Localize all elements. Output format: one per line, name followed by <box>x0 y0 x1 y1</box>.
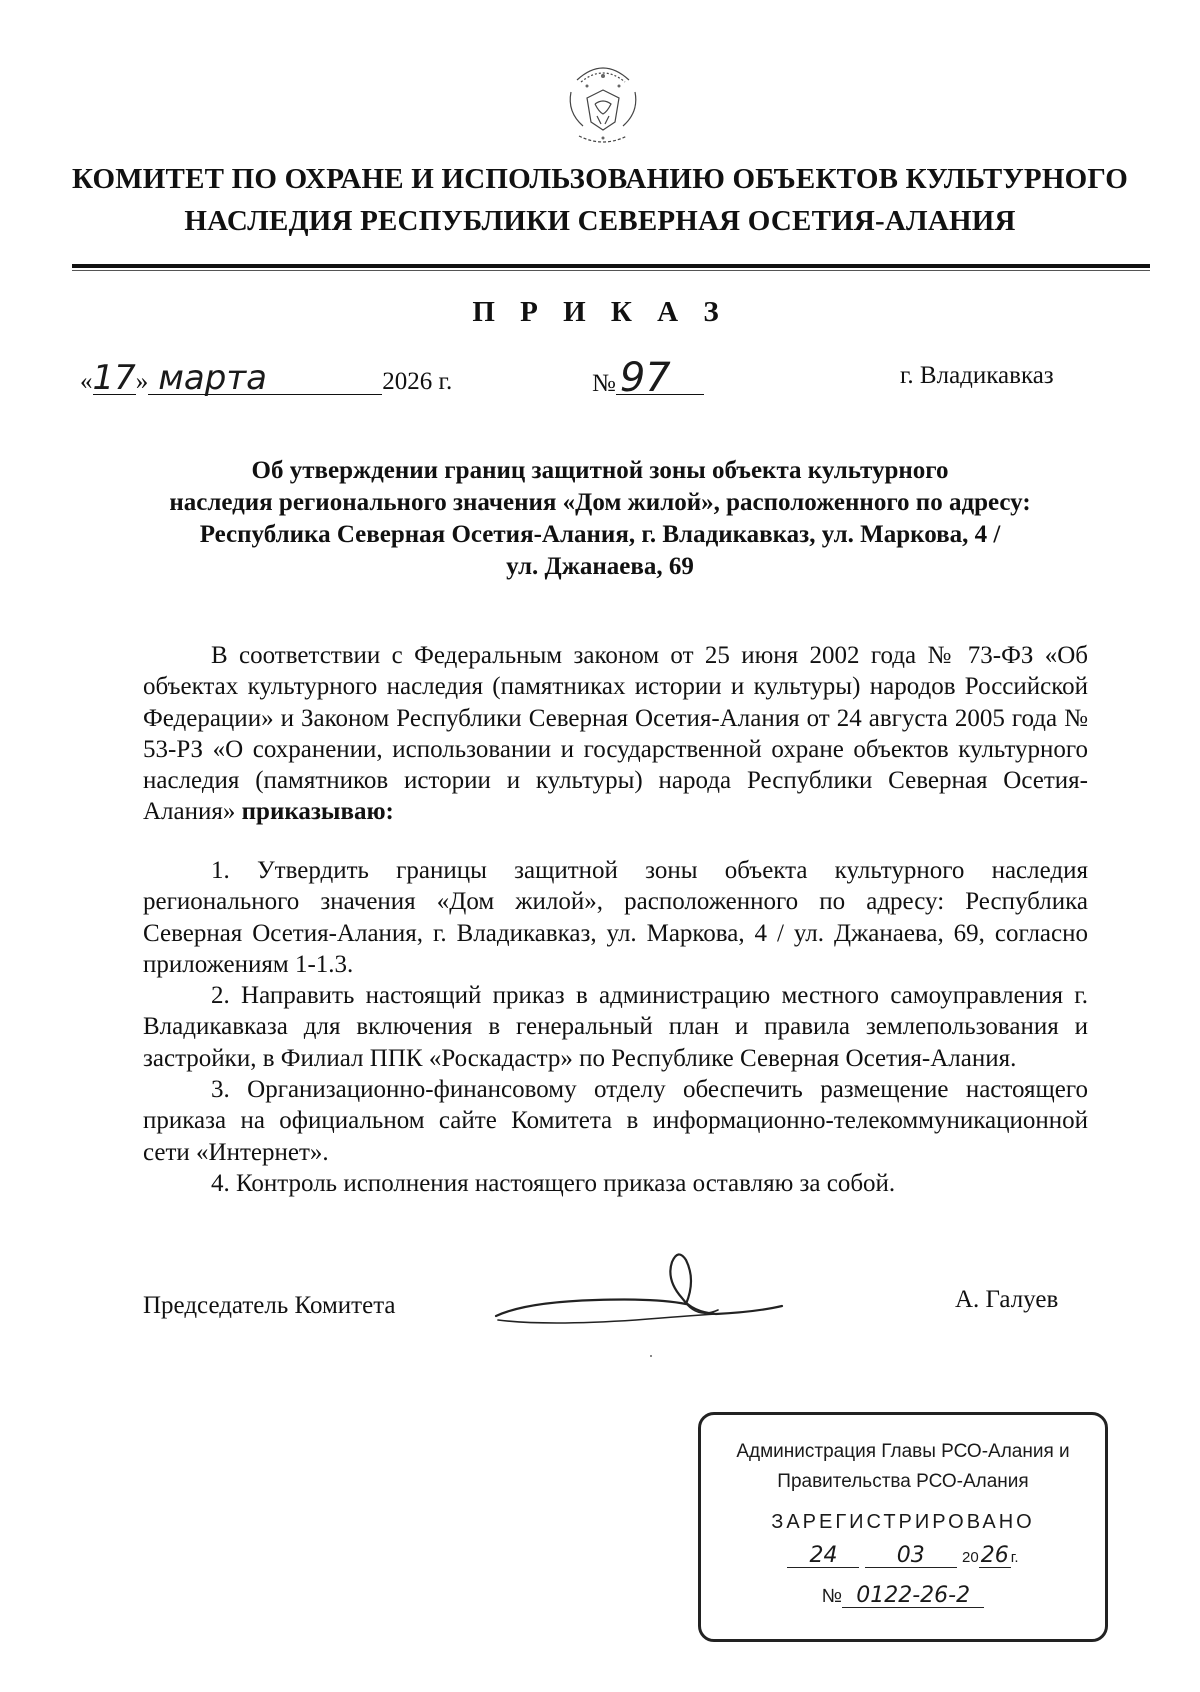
organization-name <box>60 158 1140 242</box>
stamp-date-month: 03 <box>865 1545 957 1568</box>
scan-speck <box>650 1355 652 1357</box>
title-line2: наследия регионального значения «Дом жилой», расположенного по адресу: <box>169 489 1031 516</box>
date-month: марта <box>148 362 382 395</box>
document-number <box>592 355 704 401</box>
stamp-year-prefix: 20 <box>962 1549 979 1566</box>
date-day: 17 <box>92 358 136 398</box>
stamp-registered-label: ЗАРЕГИСТРИРОВАНО <box>771 1511 1035 1533</box>
date-close-quote: » <box>135 368 149 395</box>
document-type: П Р И К А З <box>472 296 728 328</box>
title-line4: ул. Джанаева, 69 <box>506 553 694 580</box>
stamp-number-prefix: № <box>821 1586 843 1607</box>
stamp-date-day: 24 <box>787 1545 859 1568</box>
date-year: 2026 г. <box>382 368 453 395</box>
order-items <box>143 855 1088 1199</box>
stamp-org-line1: Администрация Главы РСО-Алания и <box>736 1441 1070 1462</box>
coat-of-arms-icon <box>557 52 649 150</box>
number-prefix: № <box>592 370 616 397</box>
document-city: г. Владикавказ <box>900 362 1054 389</box>
handwritten-signature <box>486 1240 786 1340</box>
order-item-3: 3. Организационно-финансовому отделу обеспечить размещение настоящего приказа на официальном сайте Комитета в информационно-телекоммуникационной сети «Интернет». <box>143 1076 1088 1166</box>
preamble-paragraph <box>143 640 1088 828</box>
stamp-date <box>701 1545 1105 1568</box>
preamble-text: В соответствии с Федеральным законом от 25 июня 2002 года № 73-ФЗ «Об объектах культурного наследия (памятниках истории и культуры) народов Российской Федерации» и Законом Республики Северная Осетия-Алания от 24 августа 2005 года № 53-РЗ «О сохранении, использовании и государственной охране объектов культурного наследия (памятников истории и культуры) народа Республики Северная Осетия-Алания» <box>143 642 1088 826</box>
stamp-org-line2: Правительства РСО-Алания <box>777 1471 1029 1492</box>
document-meta <box>0 355 1200 412</box>
number-value: 97 <box>616 362 704 395</box>
header-rule-thin <box>72 270 1150 271</box>
date-open-quote: « <box>80 368 93 395</box>
title-line3: Республика Северная Осетия-Алания, г. Владикавказ, ул. Маркова, 4 / <box>199 521 1001 548</box>
order-item-1: 1. Утвердить границы защитной зоны объекта культурного наследия регионального значения «Дом жилой», расположенного по адресу: Республика Северная Осетия-Алания, г. Владикавказ, ул. Маркова, 4 / ул. Джанаева, 69, согласно приложениям 1-1.3. <box>143 857 1088 978</box>
stamp-year-mark: г. <box>1010 1549 1019 1566</box>
order-item-4: 4. Контроль исполнения настоящего приказа оставляю за собой. <box>211 1169 896 1197</box>
document-date <box>80 358 453 398</box>
header-rule <box>72 264 1150 268</box>
preamble <box>143 640 1088 828</box>
document-title <box>120 455 1080 583</box>
order-word: приказываю: <box>241 798 394 826</box>
signatory-position: Председатель Комитета <box>143 1292 396 1319</box>
registration-stamp <box>698 1412 1108 1642</box>
organization-name-line2: НАСЛЕДИЯ РЕСПУБЛИКИ СЕВЕРНАЯ ОСЕТИЯ-АЛАНИЯ <box>184 205 1016 237</box>
stamp-number <box>701 1585 1105 1608</box>
organization-name-line1: КОМИТЕТ ПО ОХРАНЕ И ИСПОЛЬЗОВАНИЮ ОБЪЕКТОВ КУЛЬТУРНОГО <box>71 163 1129 195</box>
order-item-2: 2. Направить настоящий приказ в администрацию местного самоуправления г. Владикавказа для включения в генеральный план и правила землепользования и застройки, в Филиал ППК «Роскадастр» по Республике Северная Осетия-Алания. <box>143 982 1088 1072</box>
signatory-name: А. Галуев <box>955 1286 1059 1313</box>
stamp-number-value: 0122-26-2 <box>842 1585 984 1608</box>
stamp-year-suffix: 26 <box>980 1543 1009 1568</box>
title-line1: Об утверждении границ защитной зоны объекта культурного <box>251 457 949 484</box>
